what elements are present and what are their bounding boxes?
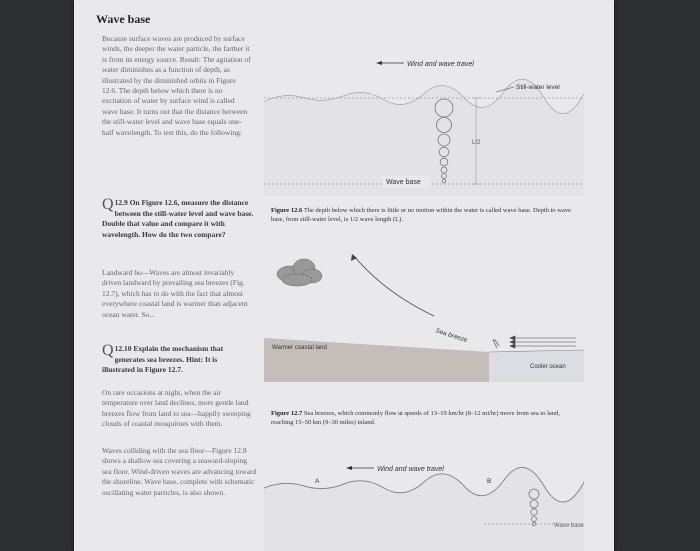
figure-12-6-caption xyxy=(271,207,571,224)
figure-12-7-caption xyxy=(271,410,571,427)
question-number: 12.9 xyxy=(114,198,128,207)
breeze-arrows xyxy=(510,336,576,348)
night-paragraph: On rare occasions at night, when the air temperature over land declines, more gentle land breezes flow from land to sea—happily sweeping clouds of coastal mosquitoes with them. xyxy=(102,388,251,429)
question-number: 12.10 xyxy=(114,344,132,353)
cool-ocean-label: Cooler ocean xyxy=(530,364,566,370)
caption-text: Sea breezes, which commonly flow at speeds of 13–19 km/hr (8–12 mi/hr) move from sea to land, reaching 15–50 km (9–30 miles) inland. xyxy=(271,410,560,426)
landward-paragraph: Landward ho—Waves are almost invariably driven landward by prevailing sea breezes (Fig. 12.7), which has to do with the fact that almost everywhere coastal land is warmer than adjacent ocean water. So... xyxy=(102,268,248,319)
wind-label: Wind and wave travel xyxy=(407,61,474,68)
wave-base-label: Wave base xyxy=(386,179,421,186)
figure-12-8-sea-floor-diagram xyxy=(264,452,584,551)
figure-12-7-sea-breeze-diagram xyxy=(264,252,584,382)
question-text: Explain the mechanism that generates sea breezes. Hint: It is illustrated in Figure 12.7. xyxy=(102,344,224,374)
wind-arrowhead xyxy=(346,466,352,470)
rising-air-arrowhead xyxy=(351,254,357,261)
textbook-page xyxy=(74,0,614,551)
cloud-icon xyxy=(277,259,322,286)
q-glyph: Q xyxy=(102,342,114,359)
half-wavelength-label: L/2 xyxy=(472,140,481,146)
question-12-10 xyxy=(102,344,252,376)
figure-12-6-wave-base-diagram xyxy=(264,46,584,198)
intro-paragraph: Because surface waves are produced by surface winds, the deeper the water particle, the farther it is from its energy source. Result: The agitation of water diminishes as a function of depth, as illustrated by the diminished orbits in Figure 12.6. The depth below which there is no excitation of water by surface wind is called wave base. It turns out that the distance between the still-water level and wave base equals one-half wavelength. To test this, do the following: xyxy=(102,34,251,137)
section-title: Wave base xyxy=(96,12,151,26)
wind-label: Wind and wave travel xyxy=(377,466,444,473)
still-water-label: Still-water level xyxy=(516,84,560,91)
question-12-9 xyxy=(102,198,262,240)
caption-text: The depth below which there is little or no motion within the water is called wave base. Depth to wave base, from still-water level, is 1/2 wave length (L). xyxy=(271,207,571,223)
label-b: B xyxy=(487,478,492,485)
label-a: A xyxy=(315,478,320,485)
caption-number: Figure 12.6 xyxy=(271,207,303,214)
warm-land-label: Warmer coastal land xyxy=(272,345,327,351)
q-glyph: Q xyxy=(102,196,114,213)
wind-arrowhead xyxy=(376,61,382,65)
sea-breeze-label: Sea breeze xyxy=(434,327,469,345)
sea-floor-paragraph: Waves colliding with the sea floor—Figure 12.8 shows a shallow sea covering a seaward-sloping sea floor. Wind-driven waves are advancing toward the shoreline. Wave base, complete with schematic oscillating water particles, is also shown. xyxy=(102,446,257,497)
question-text: On Figure 12.6, measure the distance between the still-water level and wave base. Double that value and compare it with wavelength. How do the two compare? xyxy=(102,198,254,239)
rising-air-arrow xyxy=(354,256,434,316)
wave-base-label: Wave base xyxy=(554,523,584,529)
person-icon xyxy=(493,340,499,348)
caption-number: Figure 12.7 xyxy=(271,410,303,417)
